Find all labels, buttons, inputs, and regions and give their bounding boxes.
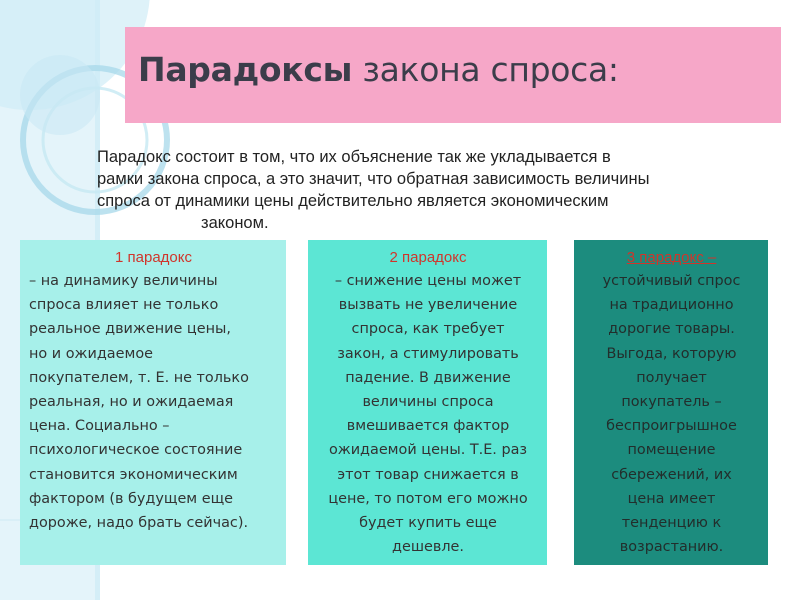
card-line: дороже, надо брать сейчас). bbox=[29, 515, 249, 532]
card-line: цена. Социально – bbox=[29, 418, 170, 435]
card-line: на традиционно bbox=[609, 297, 734, 314]
paradox-2-heading: 2 парадокс bbox=[389, 249, 467, 266]
card-line: становится экономическим bbox=[29, 466, 238, 483]
card-line: покупателем, т. Е. не только bbox=[29, 369, 249, 386]
paradox-3-heading: 3 парадокс – bbox=[626, 249, 717, 266]
card-line: дорогие товары. bbox=[608, 321, 735, 338]
card-line: ожидаемой цены. Т.Е. раз bbox=[328, 442, 528, 459]
card-line: цене, то потом его можно bbox=[328, 490, 528, 507]
intro-paragraph bbox=[97, 146, 777, 234]
card-line: этот товар снижается в bbox=[337, 466, 519, 483]
card-line: фактором (в будущем еще bbox=[29, 490, 233, 507]
card-line: покупатель – bbox=[621, 394, 722, 411]
card-line: но и ожидаемое bbox=[29, 345, 153, 362]
card-line: будет купить еще bbox=[359, 515, 497, 532]
card-line: сбережений, их bbox=[611, 466, 732, 483]
card-line: спроса, как требует bbox=[351, 321, 505, 338]
card-line: беспроигрышное bbox=[606, 418, 737, 435]
paradox-1-text bbox=[29, 269, 278, 535]
card-line: реальное движение цены, bbox=[29, 321, 231, 338]
card-line: вызвать не увеличение bbox=[338, 297, 518, 314]
paradox-3-text bbox=[583, 269, 760, 559]
card-line: реальная, но и ожидаемая bbox=[29, 394, 234, 411]
intro-line: Парадокс состоит в том, что их объяснение так же укладывается в bbox=[97, 148, 611, 166]
card-line: величины спроса bbox=[362, 394, 494, 411]
paradox-card-3 bbox=[574, 240, 768, 565]
card-line: спроса влияет не только bbox=[29, 297, 219, 314]
card-line: психологическое состояние bbox=[29, 442, 243, 459]
card-line: – на динамику величины bbox=[29, 273, 218, 289]
card-line: дешевле. bbox=[392, 539, 464, 556]
card-line: помещение bbox=[627, 442, 716, 459]
paradox-1-heading: 1 парадокс bbox=[115, 249, 192, 266]
intro-line: спроса от динамики цены действительно является экономическим bbox=[97, 192, 609, 210]
card-line: возрастанию. bbox=[619, 539, 724, 556]
card-line: получает bbox=[636, 369, 707, 386]
card-line: вмешивается фактор bbox=[346, 418, 510, 435]
card-line: падение. В движение bbox=[345, 369, 511, 386]
card-line: Выгода, которую bbox=[606, 345, 737, 362]
intro-line: законом. bbox=[201, 214, 269, 232]
paradox-card-2 bbox=[308, 240, 547, 565]
card-line: цена имеет bbox=[627, 490, 716, 507]
card-line: тенденцию к bbox=[621, 515, 722, 532]
title-bold: Парадоксы bbox=[138, 50, 353, 89]
card-line: устойчивый спрос bbox=[602, 273, 741, 289]
paradox-2-text bbox=[317, 269, 539, 559]
intro-line: рамки закона спроса, а это значит, что обратная зависимость величины bbox=[97, 170, 650, 188]
slide-title bbox=[138, 50, 619, 89]
card-line: закон, а стимулировать bbox=[337, 345, 519, 362]
paradox-card-1 bbox=[20, 240, 286, 565]
card-line: – снижение цены может bbox=[334, 273, 522, 289]
title-rest: закона спроса: bbox=[352, 50, 619, 89]
